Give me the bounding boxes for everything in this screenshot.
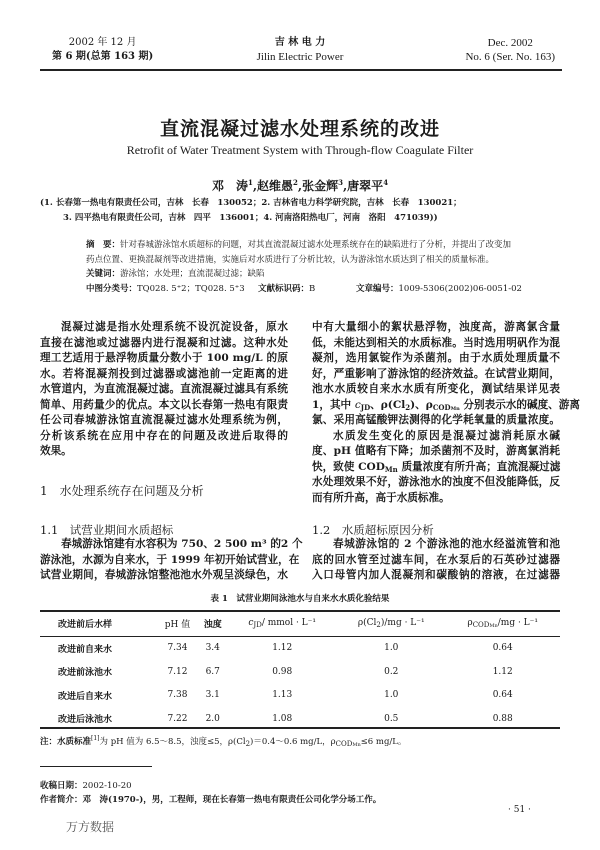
body-line: 凝剂，选用氯锭作为杀菌剂。由于水质处理质量不 — [312, 352, 560, 364]
col-header-sample: 改进前后水样 — [58, 620, 113, 631]
text-segment: 快，致使 COD — [312, 460, 385, 473]
col-header-ph: pH 值 — [164, 620, 191, 631]
page-number: · 51 · — [508, 805, 531, 815]
table-header-row — [40, 612, 560, 636]
bio-label: 作者简介： — [40, 795, 83, 805]
cell-sample: 改进前泳池水 — [58, 668, 113, 679]
cell-alkalinity: 0.98 — [272, 666, 293, 677]
cell-cod: 0.64 — [492, 643, 513, 654]
col-header-turbidity: 浊度 — [203, 620, 222, 631]
body-line: 春城游泳馆的 2 个游泳池的池水经溢流管和池 — [333, 538, 560, 550]
page-title: 直流混凝过滤水处理系统的改进 — [159, 118, 440, 140]
keywords: 游泳馆；水处理；直流混凝过滤；缺陷 — [120, 269, 265, 279]
journal-name-cn: 吉 林 电 力 — [274, 37, 326, 48]
right-column-para — [312, 537, 560, 584]
body-line: 入口母管内加人混凝剂和碳酸钠的溶液，在过滤器 — [312, 569, 560, 581]
author-sup: 4 — [383, 178, 389, 187]
subscript: JD — [360, 402, 371, 412]
received-date — [40, 779, 132, 791]
author-sup: 2 — [293, 178, 298, 187]
cell-alkalinity: 1.08 — [272, 713, 293, 724]
body-line: 简单、用药量少的优点。本文以长春第一热电有限责 — [40, 398, 288, 411]
left-column-para — [40, 537, 303, 584]
issue-date-cn: 2002 年 12 月 — [68, 37, 137, 48]
body-line: 底的回水管至过滤车间，在水泵后的石英砂过滤器 — [312, 553, 560, 566]
abstract-text: 针对春城游泳馆水质超标的问题，对其直流混凝过滤水处理系统存在的缺陷进行了分析，并提出了改变加 — [120, 240, 512, 250]
subscript: Mn — [450, 405, 460, 412]
cell-turbidity: 3.1 — [205, 690, 220, 701]
subscript: Mn — [352, 742, 361, 748]
body-line: 试营业期间，春城游泳馆整池池水外观呈淡绿色，水 — [40, 569, 288, 581]
clc-label: 中图分类号： — [86, 283, 138, 294]
author: 邓 涛 — [211, 179, 248, 193]
cell-cod: 1.12 — [492, 666, 513, 677]
subscript: 2 — [376, 621, 381, 630]
reference-mark: [1] — [91, 735, 100, 743]
cell-turbidity: 6.7 — [205, 666, 220, 677]
issue-number-en: No. 6 (Ser. No. 163) — [465, 51, 555, 63]
subscript: Mn — [489, 623, 498, 630]
body-line: 水处理效果不好，游泳池水的浊度不但没能降低，反 — [312, 476, 560, 488]
symbol: c — [248, 618, 254, 629]
body-line — [312, 460, 560, 476]
author: 张金辉 — [302, 179, 339, 193]
section-heading-1-1: 1.1 试营业期间水质超标 — [40, 523, 174, 537]
subscript: COD — [432, 402, 451, 412]
col-header-chlorine — [337, 612, 445, 636]
subscript: 2 — [245, 740, 251, 748]
keywords-label: 关键词： — [86, 269, 121, 279]
text-segment: )、ρ — [410, 398, 433, 411]
body-line: 分析该系统在应用中存在的问题及改进后取得的 — [40, 429, 288, 442]
issue-date-en: Dec. 2002 — [487, 37, 533, 49]
cell-ph: 7.34 — [167, 643, 188, 654]
subscript: 2 — [405, 402, 411, 412]
doc-code: B — [309, 283, 316, 294]
symbol: ρ — [467, 618, 473, 629]
affiliation-line: (1. 长春第一热电有限责任公司，吉林 长春 130052；2. 吉林省电力科学研究院，吉林 长春 130021； — [40, 198, 462, 208]
body-line: 混凝过滤是指水处理系统不设沉淀设备，原水 — [61, 321, 288, 333]
unit: )/mg · L⁻¹ — [380, 618, 425, 629]
body-line: 任公司春城游泳馆直流混凝过滤水处理系统为例， — [40, 414, 288, 426]
section-heading-1: 1 水处理系统存在问题及分析 — [40, 484, 204, 498]
text-segment: )＝0.4～0.6 mg/L，ρ — [250, 737, 336, 747]
unit: / mmol · L⁻¹ — [261, 618, 317, 629]
body-line: 水管道内，为直流混凝过滤。直流混凝过滤具有系统 — [40, 383, 288, 395]
cell-sample: 改进后泳池水 — [58, 715, 113, 726]
symbol: c — [354, 398, 361, 411]
right-column — [312, 320, 580, 506]
body-line: 水。若将混凝剂投到过滤器或滤池前一定距离的进 — [40, 367, 288, 380]
body-line: 直接在滤池或过滤器内进行混凝和过滤。这种水处 — [40, 336, 288, 349]
cell-ph: 7.38 — [167, 690, 188, 701]
table-row — [40, 660, 560, 684]
cell-turbidity: 3.4 — [205, 643, 220, 654]
body-line: 度、pH 值略有下降；加杀菌剂不及时，游离氯消耗 — [312, 445, 560, 457]
body-line: 理工艺适用于悬浮物质量分数小于 100 mg/L 的原 — [40, 352, 288, 364]
cell-alkalinity: 1.12 — [272, 643, 293, 654]
text-segment: 质量浓度有所升高；直流混凝过滤 — [397, 460, 561, 473]
cell-chlorine: 0.2 — [384, 666, 399, 677]
symbol: ρ(Cl — [357, 618, 377, 629]
body-line: 游泳池，水源为自来水，于 1999 年初开始试营业，在 — [40, 553, 300, 566]
cell-turbidity: 2.0 — [205, 713, 220, 724]
subscript: COD — [472, 621, 490, 630]
left-column-intro — [40, 320, 288, 460]
doc-code-label: 文献标识码： — [258, 283, 310, 294]
text-segment: 注：水质标准 — [40, 737, 92, 747]
cell-alkalinity: 1.13 — [272, 690, 293, 701]
bio-text: 邓 涛(1970-)，男，工程师，现在长春第一热电有限责任公司化学分场工作。 — [82, 795, 382, 805]
received-value: 2002-10-20 — [82, 781, 132, 791]
cell-chlorine: 0.5 — [384, 713, 399, 724]
body-line: 池水水质较自来水水质有所变化，测试结果详见表 — [312, 383, 560, 395]
issue-number-cn: 第 6 期(总第 163 期) — [52, 51, 154, 62]
subscript: COD — [335, 740, 353, 748]
text-segment: ≤6 mg/L。 — [360, 737, 407, 747]
clc-number: TQ028. 5⁺2；TQ028. 5⁺3 — [137, 283, 245, 294]
author: 赵维愚 — [257, 179, 294, 193]
abstract-block — [86, 238, 522, 296]
body-line: 中有大量细小的絮状悬浮物，浊度高，游离氯含量 — [312, 321, 560, 333]
watermark: 万方数据 — [66, 820, 115, 834]
cell-ph: 7.12 — [167, 666, 188, 677]
section-heading-1-2: 1.2 水质超标原因分析 — [312, 523, 434, 537]
cell-sample: 改进前自来水 — [58, 644, 113, 655]
author-sup: 3 — [338, 178, 343, 187]
table-row — [40, 636, 560, 660]
text-segment: 分别表示水的碱度、游离 — [459, 398, 580, 411]
abstract-label: 摘 要： — [86, 240, 121, 250]
header-right — [465, 36, 555, 64]
affiliation-line: 3. 四平热电有限责任公司，吉林 四平 136001；4. 河南洛阳热电厂，河南 洛阳 471039)) — [63, 213, 438, 223]
body-line: 水质发生变化的原因是混凝过滤消耗原水碱 — [333, 429, 560, 442]
body-line: 好，严重影响了游泳馆的经济效益。在试营业期间， — [312, 367, 560, 380]
table-caption: 表 1 试营业期间泳池水与自来水水质化验结果 — [210, 594, 390, 604]
body-line — [312, 398, 580, 414]
journal-name-en: Jilin Electric Power — [256, 51, 344, 63]
table-bottom-rule — [40, 727, 560, 729]
text-segment: 、ρ(Cl — [370, 398, 406, 411]
table-note — [40, 735, 406, 748]
cell-cod: 0.88 — [492, 713, 513, 724]
subscript: Mn — [384, 464, 398, 474]
text-segment: 为 pH 值为 6.5～8.5，浊度≤5，ρ(Cl — [99, 737, 246, 747]
abstract-text: 药点位置、更换混凝剂等改进措施，实施后对水质进行了分析比较，认为游泳馆水质达到了相关的质量标准。 — [86, 254, 495, 265]
cell-sample: 改进后自来水 — [58, 691, 113, 702]
col-header-cod — [445, 612, 560, 636]
article-number: 1009-5306(2002)06-0051-02 — [398, 283, 522, 294]
cell-cod: 0.64 — [492, 690, 513, 701]
body-line: 春城游泳馆建有水容积为 750、2 500 m³ 的2 个 — [61, 538, 303, 550]
footnote-rule — [40, 766, 152, 767]
author-bio — [40, 793, 381, 805]
author: 唐翠平 — [347, 179, 384, 193]
author-list: 邓 涛$^1$,赵维愚$^2$,张金辉$^3$,唐翠平$^4$ — [211, 178, 389, 193]
subscript: JD — [253, 621, 262, 630]
water-quality-table — [40, 612, 560, 731]
cell-chlorine: 1.0 — [384, 690, 399, 701]
unit: /mg · L⁻¹ — [497, 618, 539, 629]
english-title: Retrofit of Water Treatment System with Through-flow Coagulate Filter — [126, 143, 474, 157]
body-line: 低，未能达到相关的水质标准。当时选用明矾作为混 — [312, 336, 560, 349]
cell-ph: 7.22 — [167, 713, 188, 724]
cell-chlorine: 1.0 — [384, 643, 399, 654]
author-sup: 1 — [247, 178, 253, 187]
table-row — [40, 684, 560, 708]
body-line: 效果。 — [40, 445, 72, 457]
header-rule — [40, 69, 562, 71]
text-segment: 1，其中 — [312, 398, 355, 411]
article-number-label: 文章编号： — [356, 283, 399, 294]
col-header-alkalinity — [227, 612, 337, 636]
received-label: 收稿日期： — [40, 781, 83, 791]
body-line: 而有所升高，高于水质标准。 — [312, 491, 450, 504]
body-line: 氯、采用高锰酸钾法测得的化学耗氧量的质量浓度。 — [312, 414, 560, 426]
